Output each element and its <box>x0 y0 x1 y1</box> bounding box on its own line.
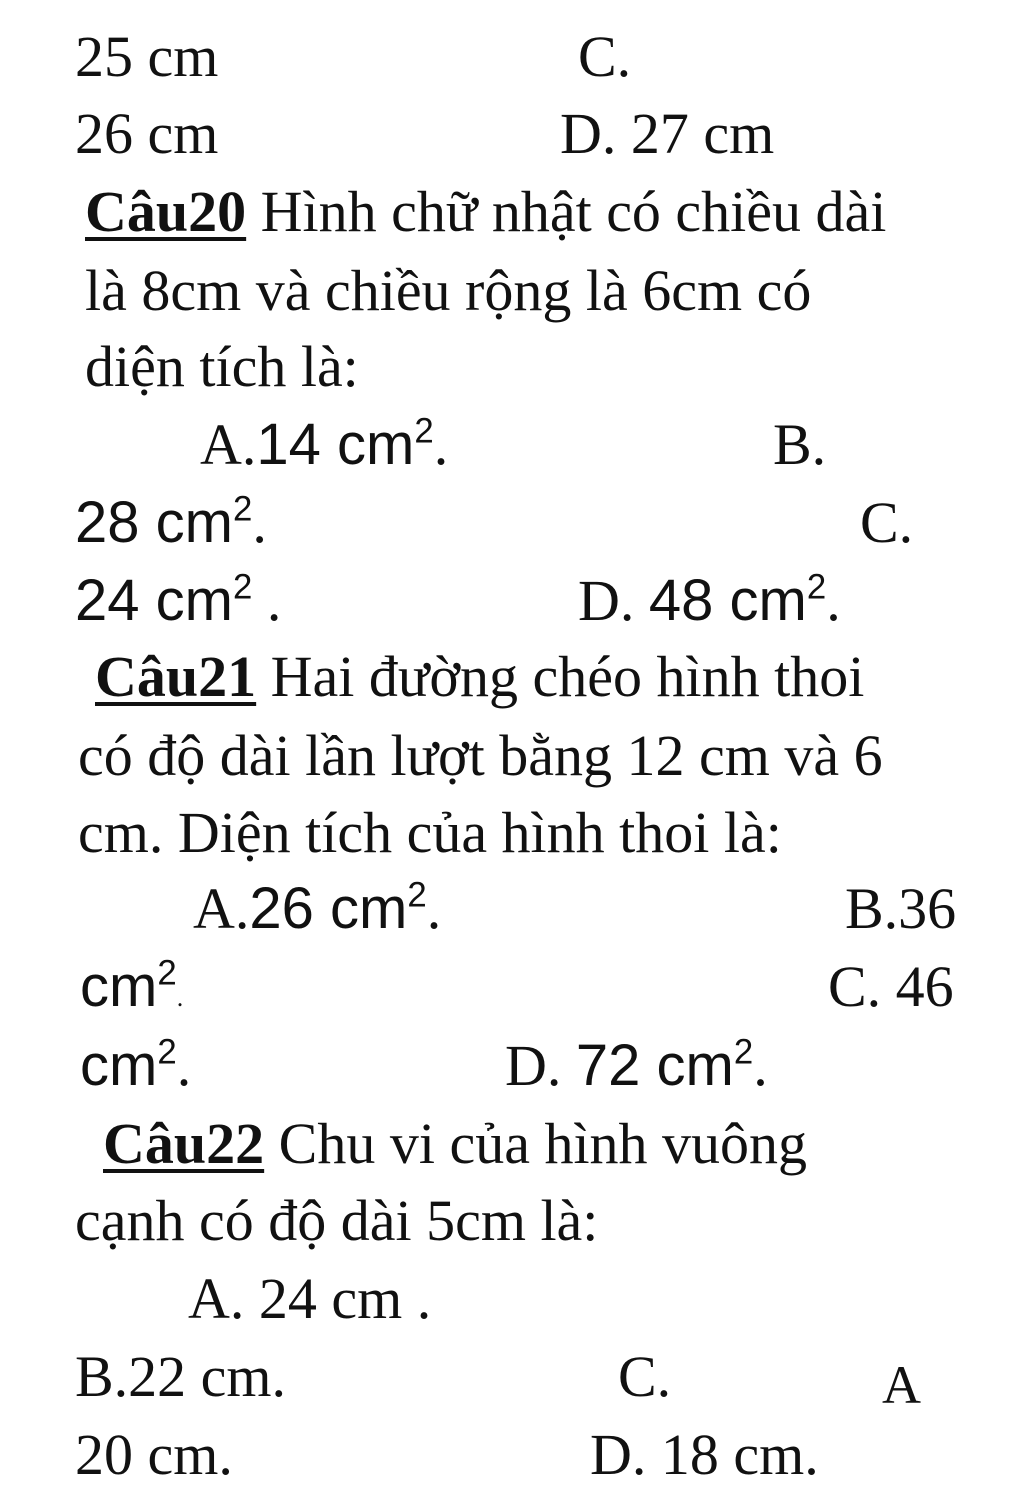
q20-option-a-exponent: 2 <box>414 411 434 451</box>
q21-option-a <box>193 875 442 941</box>
q22-option-c-value: 20 cm. <box>75 1422 233 1487</box>
q21-option-b-exponent: 2 <box>157 953 177 993</box>
q20-option-b-exponent: 2 <box>232 489 253 529</box>
q20-option-c-value-row <box>75 567 282 633</box>
question-20-line-1 <box>85 179 887 244</box>
question-22-number: Câu22 <box>103 1111 265 1176</box>
q20-option-d <box>578 567 841 633</box>
question-21-line-3: cm. Diện tích của hình thoi là: <box>78 800 782 865</box>
q21-option-c-unit: cm <box>80 1033 158 1098</box>
q21-option-c-period: . <box>176 1033 192 1098</box>
q21-option-d-value: 72 cm <box>575 1033 734 1098</box>
question-20-text-1: Hình chữ nhật có chiều dài <box>246 179 887 244</box>
q21-option-b-unit: cm <box>80 954 158 1019</box>
q21-option-d <box>505 1032 768 1098</box>
q20-option-b-value: 28 cm <box>75 490 233 555</box>
q21-option-c-label: C. 46 <box>828 954 954 1019</box>
q21-option-a-label: A. <box>193 876 250 941</box>
q21-option-d-period: . <box>753 1033 768 1098</box>
question-20-line-2: là 8cm và chiều rộng là 6cm có <box>85 258 812 323</box>
q20-option-b-period: . <box>252 490 267 555</box>
q20-option-c-label: C. <box>860 490 914 555</box>
q21-option-a-period: . <box>426 876 442 941</box>
q20-option-d-period: . <box>826 568 841 633</box>
prev-option-d: D. 27 cm <box>560 101 775 166</box>
q20-option-d-exponent: 2 <box>806 567 827 607</box>
question-20-line-3: diện tích là: <box>85 334 359 399</box>
prev-option-c-value: 26 cm <box>75 101 219 166</box>
q21-option-a-value: 26 cm <box>249 876 408 941</box>
q22-option-d: D. 18 cm. <box>590 1422 819 1487</box>
q21-option-c-unit-row <box>80 1032 192 1098</box>
q20-option-a-value: 14 cm <box>256 412 415 477</box>
q20-option-c-period: . <box>252 568 282 633</box>
q20-option-d-label: D. <box>578 568 649 633</box>
q20-option-c-value: 24 cm <box>75 568 233 633</box>
question-22-line-1 <box>103 1111 808 1176</box>
q21-option-d-label: D. <box>505 1033 576 1098</box>
question-21-line-2: có độ dài lần lượt bằng 12 cm và 6 <box>78 723 883 788</box>
q20-option-a <box>200 411 449 477</box>
q21-option-c-exponent: 2 <box>157 1032 177 1072</box>
q21-option-a-exponent: 2 <box>407 875 427 915</box>
question-21-text-1: Hai đường chéo hình thoi <box>256 644 865 709</box>
question-21-line-1 <box>95 644 865 709</box>
question-21-number: Câu21 <box>95 644 257 709</box>
question-22-text-1: Chu vi của hình vuông <box>264 1111 808 1176</box>
q20-option-a-period: . <box>433 412 449 477</box>
q20-option-b-label: B. <box>773 412 827 477</box>
q20-option-b-value-row <box>75 489 267 555</box>
q20-option-c-exponent: 2 <box>232 567 253 607</box>
handwritten-answer-mark: A <box>882 1355 921 1415</box>
q22-option-a: A. 24 cm . <box>188 1266 432 1331</box>
question-20-number: Câu20 <box>85 179 247 244</box>
q20-option-d-value: 48 cm <box>648 568 807 633</box>
q21-option-b-label: B.36 <box>845 876 957 941</box>
q21-option-d-exponent: 2 <box>733 1032 754 1072</box>
q20-option-a-label: A. <box>200 412 257 477</box>
prev-option-c-label: C. <box>578 24 632 89</box>
prev-option-b-value: 25 cm <box>75 24 219 89</box>
q22-option-b: B.22 cm. <box>75 1344 287 1409</box>
q22-option-c-label: C. <box>618 1344 672 1409</box>
q21-option-b-unit-row <box>80 953 184 1019</box>
question-22-line-2: cạnh có độ dài 5cm là: <box>75 1188 599 1253</box>
q21-option-b-period: . <box>176 983 184 1012</box>
